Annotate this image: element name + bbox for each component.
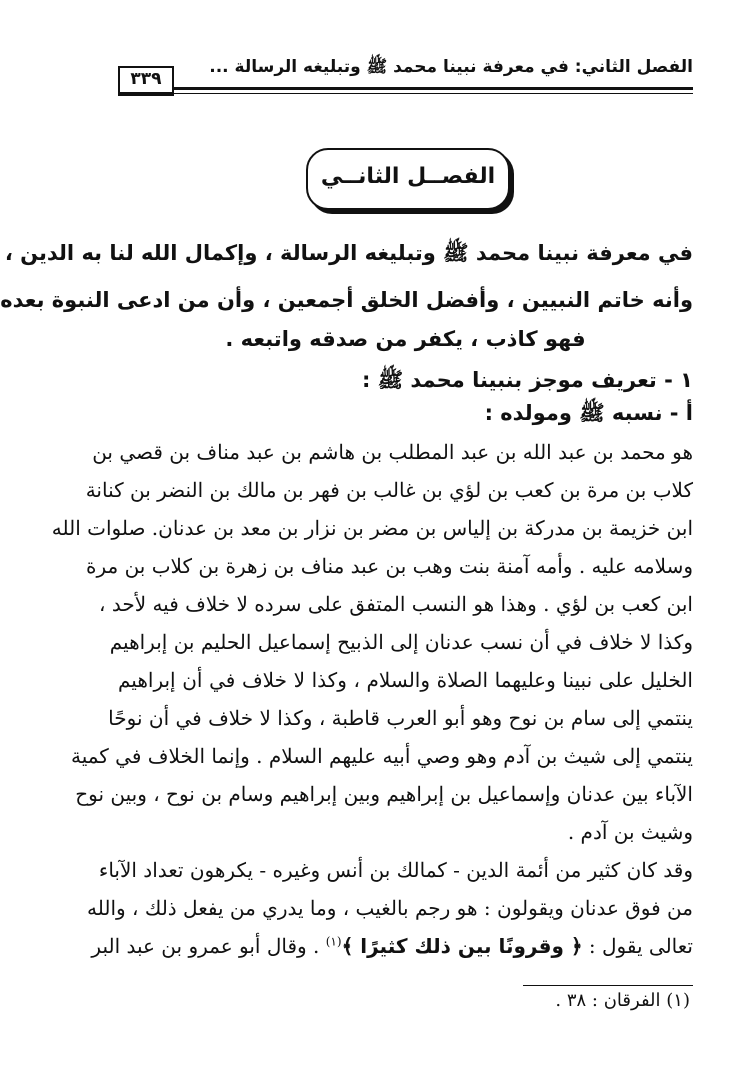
chapter-title-frame (306, 148, 510, 210)
body-line: كلاب بن مرة بن كعب بن لؤي بن غالب بن فهر بن مالك بن النضر بن كنانة (85, 478, 693, 502)
body-line: وقد كان كثير من أئمة الدين - كمالك بن أنس وغيره - يكرهون تعداد الآباء (98, 858, 693, 882)
header-rule-thin (172, 93, 693, 94)
chapter-title: الفصــل الثانــي (320, 164, 496, 189)
body-line: وشيث بن آدم . (567, 820, 693, 844)
body-line: ابن كعب بن لؤي . وهذا هو النسب المتفق على سرده لا خلاف فيه لأحد ، (99, 592, 693, 616)
footnote-marker: (١) (325, 934, 342, 949)
page-number: ٣٣٩ (118, 66, 174, 96)
body-line: وكذا لا خلاف في أن نسب عدنان إلى الذبيح إسماعيل الحليم بن إبراهيم (109, 630, 693, 654)
running-header (118, 54, 693, 94)
body-text: . وقال أبو عمرو بن عبد البر (91, 934, 320, 958)
footnote: (١) الفرقان : ٣٨ . (555, 990, 690, 1011)
subsection-heading: أ - نسبه ﷺ ومولده : (484, 401, 693, 425)
intro-line: فهو كاذب ، يكفر من صدقه واتبعه . (225, 327, 586, 351)
intro-line: في معرفة نبينا محمد ﷺ وتبليغه الرسالة ، وإكمال الله لنا به الدين ، (4, 241, 693, 265)
section-heading: ١ - تعريف موجز بنبينا محمد ﷺ : (362, 368, 693, 392)
body-line: من فوق عدنان ويقولون : هو رجم بالغيب ، وما يدري من يفعل ذلك ، والله (87, 896, 693, 920)
body-line: ينتمي إلى سام بن نوح وهو أبو العرب قاطبة ، وكذا لا خلاف في أن نوحًا (108, 706, 693, 730)
intro-line: وأنه خاتم النبيين ، وأفضل الخلق أجمعين ، وأن من ادعى النبوة بعده (0, 288, 693, 312)
body-line-with-quote (91, 934, 693, 958)
body-line: هو محمد بن عبد الله بن عبد المطلب بن هاشم بن عبد مناف بن قصي بن (92, 440, 693, 464)
body-line: الخليل على نبينا وعليهما الصلاة والسلام ، وكذا لا خلاف في أن إبراهيم (118, 668, 693, 692)
body-text: تعالى يقول : (588, 934, 693, 958)
body-line: ينتمي إلى شيث بن آدم وهو وصي أبيه عليهم السلام . وإنما الخلاف في كمية (70, 744, 693, 768)
quran-quote: ﴿ وقرونًا بين ذلك كثيرًا ﴾ (341, 934, 583, 958)
body-line: وسلامه عليه . وأمه آمنة بنت وهب بن عبد مناف بن زهرة بن كلاب بن مرة (85, 554, 693, 578)
running-header-title: الفصل الثاني: في معرفة نبينا محمد ﷺ وتبليغه الرسالة ... (209, 57, 693, 77)
footnote-rule (523, 985, 693, 986)
body-line: ابن خزيمة بن مدركة بن إلياس بن مضر بن نزار بن معد بن عدنان. صلوات الله (51, 516, 693, 540)
body-line: الآباء بين عدنان وإسماعيل بن إبراهيم وبين إبراهيم وسام بن نوح ، وبين نوح (75, 782, 693, 806)
header-rule-thick (172, 87, 693, 90)
